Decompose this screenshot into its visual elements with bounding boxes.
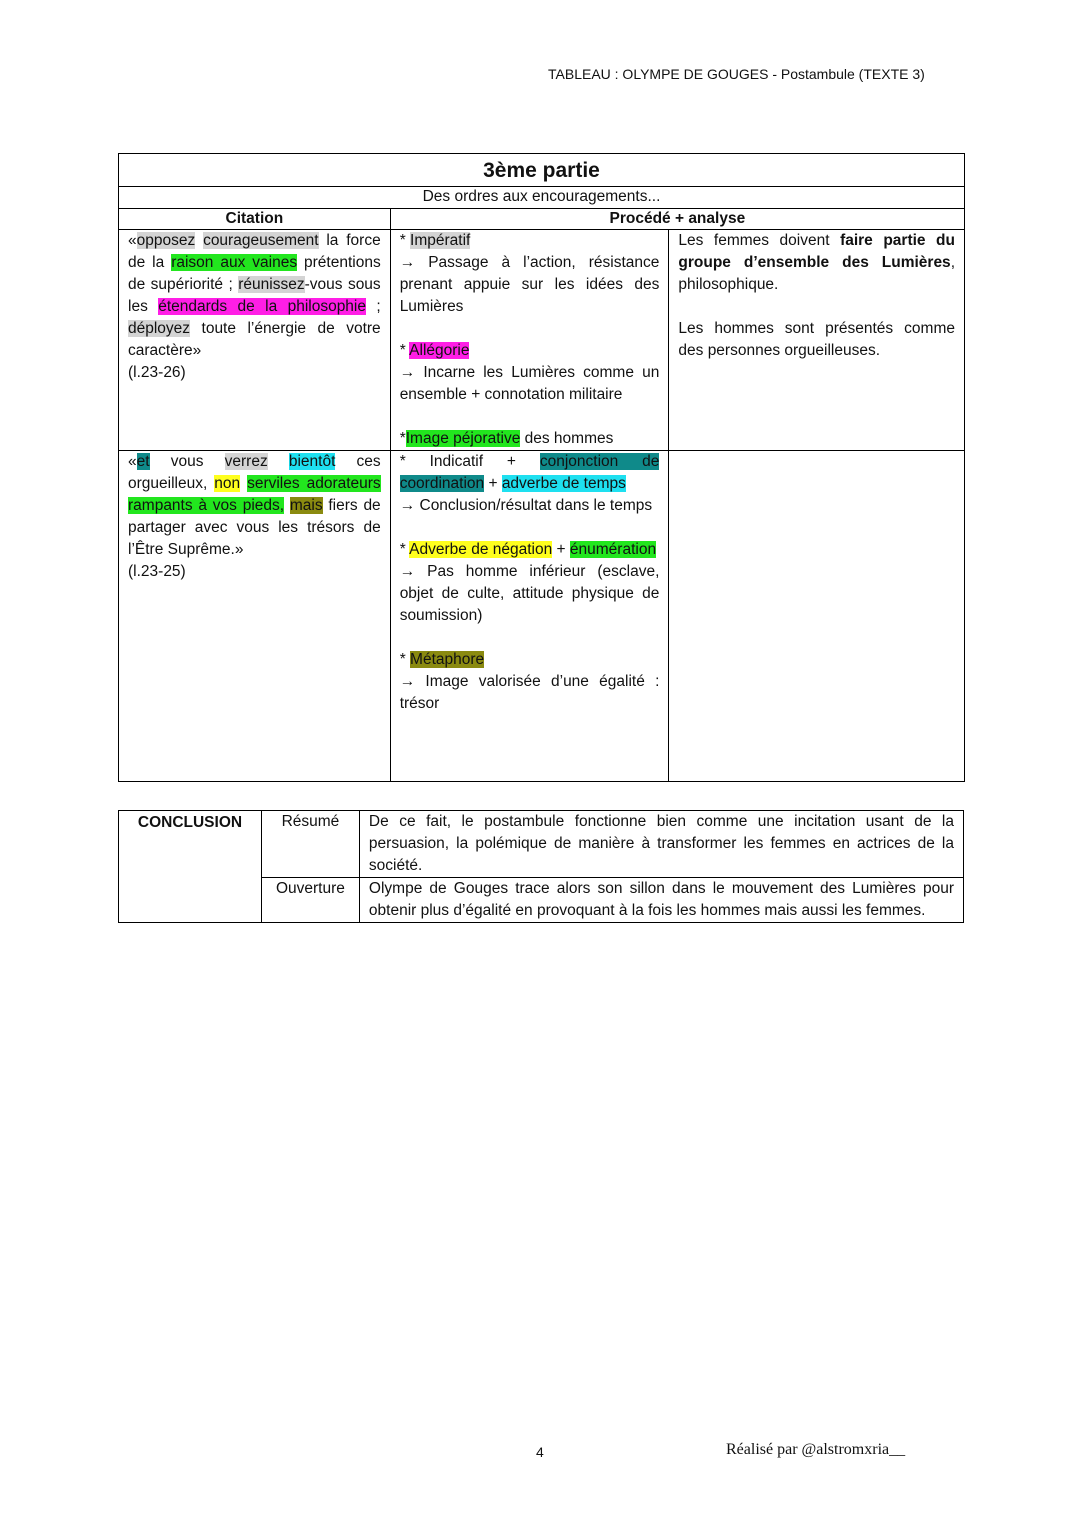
table-title: 3ème partie (119, 154, 965, 187)
analyse-cell-2 (669, 451, 965, 782)
procede-cell-2: * Indicatif + conjonction de coordination + adverbe de temps → Conclusion/résultat dans le temps * Adverbe de négation + énumération → Pas homme inférieur (esclave, objet de culte, attitude physique de soumission) * Métaphore → Image valorisée d’une égalité : trésor (390, 451, 669, 782)
citation-cell-1: «opposez courageusement la force de la raison aux vaines prétentions de supériorité ; réunissez-vous sous les étendards de la philosophie ; déployez toute l’énergie de votre caractère» (l.23-26) (119, 230, 391, 451)
resume-text: De ce fait, le postambule fonctionne bien comme une incitation usant de la persuasion, la polémique de manière à transformer les femmes en actrices de la société. (359, 811, 963, 878)
analyse-cell-1: Les femmes doivent faire partie du groupe d’ensemble des Lumières, philosophique. Les hommes sont présentés comme des personnes orgueilleuses. (669, 230, 965, 451)
citation-cell-2: «et vous verrez bientôt ces orgueilleux, non serviles adorateurs rampants à vos pieds, mais fiers de partager avec vous les trésors de l’Être Suprême.» (l.23-25) (119, 451, 391, 782)
column-header-citation: Citation (119, 209, 391, 230)
analysis-table (118, 153, 965, 782)
page-number: 4 (536, 1444, 544, 1460)
resume-label: Résumé (261, 811, 359, 878)
ouverture-label: Ouverture (261, 878, 359, 923)
procede-cell-1: * Impératif → Passage à l’action, résistance prenant appuie sur les idées des Lumières * Allégorie → Incarne les Lumières comme un ensemble + connotation militaire *Image péjorative des hommes (390, 230, 669, 451)
table-subtitle: Des ordres aux encouragements... (119, 187, 965, 209)
page-header: TABLEAU : OLYMPE DE GOUGES - Postambule (TEXTE 3) (548, 66, 925, 82)
ouverture-text: Olympe de Gouges trace alors son sillon dans le mouvement des Lumières pour obtenir plus d’égalité en provoquant à la fois les hommes mais aussi les femmes. (359, 878, 963, 923)
conclusion-table (118, 810, 964, 923)
conclusion-label: CONCLUSION (119, 811, 262, 923)
credit-text: Réalisé par @alstromxria__ (726, 1441, 906, 1458)
column-header-procede: Procédé + analyse (390, 209, 964, 230)
